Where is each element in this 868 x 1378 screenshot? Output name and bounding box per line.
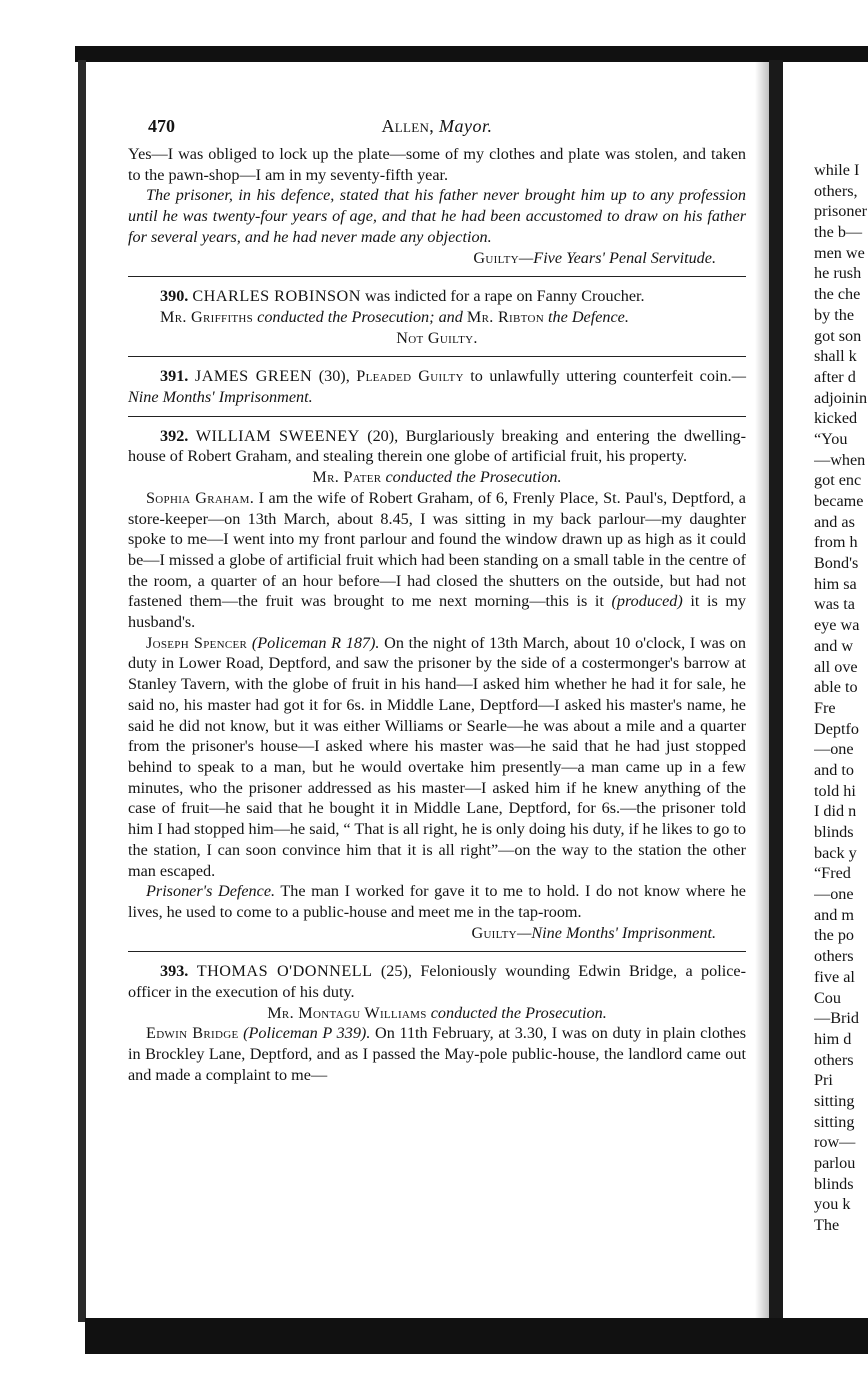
facing-page-line: was ta [814, 595, 855, 614]
facing-page-line: after d [814, 367, 856, 386]
counsel-line [128, 467, 746, 488]
verdict: Not Guilty. [396, 328, 478, 347]
witness-role: (Policeman P 339). [238, 1024, 371, 1043]
charge-text: (20), Burglariously breaking and entering the dwelling-house of Robert Graham, and stealing therein one globe of artificial fruit, his property. [128, 426, 747, 466]
facing-page-line: men we [814, 243, 865, 262]
witness-role: (Policeman R 187). [247, 633, 380, 652]
defendant-name: THOMAS O'DONNELL [196, 962, 373, 981]
charge-text: (25), Feloniously wounding Edwin Bridge, a police-officer in the execution of his duty. [128, 962, 746, 1002]
facing-page-line: the po [814, 926, 855, 945]
running-head-title: Mayor. [439, 116, 493, 136]
facing-page-line: sitting [814, 1112, 855, 1131]
facing-page-line: shall k [814, 347, 857, 366]
facing-page-line: became [814, 492, 864, 510]
witness-name: Sophia Graham. [146, 488, 255, 507]
defendant-name: CHARLES ROBINSON [192, 287, 361, 306]
facing-page-line: kicked [814, 409, 858, 428]
testimony-text: I am the wife of Robert Graham, of 6, Frenly Place, St. Paul's, Deptford, a store-keeper—on 13th March, about 8.45, I was sitting in my back parlour—my daughter spoke to me—I went into my front parlour and found the window drawn up as high as it could be—I missed a globe of artificial fruit which had been standing on a small table in the centre of the room, a quarter of an hour before—I had closed the shutters on the outside, but had not fastened them—the fruit was brought to me next morning—this is it [128, 488, 746, 611]
verdict-line [128, 923, 746, 944]
verdict-line [128, 328, 746, 349]
facing-page-line: —one [814, 885, 854, 904]
facing-page-line: and to [814, 760, 855, 779]
facing-page-line: “Fred [814, 864, 851, 883]
prosecution-counsel: Mr. Griffiths [160, 307, 254, 326]
facing-page-line: Cou [814, 988, 841, 1007]
facing-page-line: the che [814, 285, 861, 304]
case-number: 391. [160, 367, 189, 386]
facing-page-line: all ove [814, 657, 858, 676]
defendant-name: WILLIAM SWEENEY [195, 426, 360, 445]
counsel-line [128, 1003, 746, 1024]
facing-page-line: him sa [814, 574, 857, 593]
facing-page-line: from h [814, 533, 858, 552]
running-head-name: Allen, [381, 116, 434, 136]
facing-page-line: got enc [814, 471, 862, 490]
testimony-text: On 11th February, at 3.30, I was on duty in plain clothes in Brockley Lane, Deptford, and as I passed the May-pole public-house, the landlord came out and made a complaint to me— [128, 1024, 746, 1084]
facing-page-line: others [814, 1050, 854, 1069]
facing-page-line: Bond's [814, 554, 859, 573]
case-391 [128, 366, 746, 407]
facing-page-line: The [814, 1216, 840, 1235]
sentence: —Nine Months' Imprisonment. [128, 367, 746, 407]
case-number: 393. [160, 962, 189, 981]
facing-page-line: five al [814, 967, 855, 986]
witness-name: Joseph Spencer [146, 633, 248, 652]
facing-page-line: parlou [814, 1154, 856, 1172]
counsel-line [128, 307, 746, 328]
defence-text: The man I worked for gave it to me to hold. I do not know where he lives, he used to come to a public-house and meet me in the tap-room. [128, 882, 746, 921]
verdict-line [128, 248, 746, 269]
verdict: Guilty [473, 248, 519, 267]
section-divider [128, 276, 746, 277]
facing-page-line: Fre [814, 698, 836, 717]
facing-page-line: and w [814, 636, 854, 655]
book-gutter [769, 60, 783, 1322]
facing-page-line: by the [814, 305, 855, 324]
witness-testimony [128, 488, 746, 633]
case-390 [128, 286, 746, 348]
counsel-text: conducted the Prosecution. [381, 468, 562, 487]
facing-page-line: —Brid [814, 1009, 859, 1028]
facing-page-line: and m [814, 905, 855, 924]
section-divider [128, 356, 746, 357]
exhibit-note: (produced) [611, 592, 683, 611]
facing-page-line: others, [814, 181, 858, 200]
facing-page-line: adjoinin [814, 388, 868, 407]
gutter-shadow [755, 60, 769, 1322]
defence-counsel: Mr. Ribton [466, 307, 544, 326]
case-393 [128, 961, 746, 1085]
facing-page-line: Deptfo [814, 719, 859, 738]
witness-testimony [128, 1023, 746, 1085]
sentence: —Five Years' Penal Servitude. [518, 248, 716, 267]
charge-text: to unlawfully uttering counterfeit coin. [463, 367, 732, 386]
case-heading [128, 961, 746, 1002]
facing-page-line: blinds [814, 1174, 854, 1193]
scan-page-edge [78, 60, 86, 1322]
defence-label: Prisoner's Defence. [146, 882, 276, 901]
facing-page-line: back y [814, 843, 857, 862]
testimony-text: On the night of 13th March, about 10 o'clock, I was on duty in Lower Road, Deptford, and saw the prisoner by the side of a costermonger's barrow at Stanley Tavern, with the globe of fruit in his hand—I asked him whether he had it for sale, he said no, his master had got it for 6s. in Middle Lane, Deptford—I asked his master's name, he said he did not know, but it was either Williams or Searle—he was about a mile and a quarter from the prisoner's house—I asked where his master was—he said that he had just stopped behind to speak to a man, but he would overtake him presently—a man came up in a few minutes, who the prisoner addressed as his master—I asked him if he knew anything of the case of fruit—he said that he bought it in Middle Lane, Deptford, for 6s.—the prisoner told him I had stopped him—he said, “ That is all right, he is only doing his duty, if he likes to go to the station, I can soon convince him that it is all right”—on the way to the station the other man escaped. [128, 633, 746, 880]
facing-page-line: Pri [814, 1071, 833, 1090]
facing-page-line: and as [814, 512, 855, 531]
facing-page-line: —when [814, 450, 866, 469]
left-page [128, 110, 746, 1086]
section-divider [128, 416, 746, 417]
facing-page-line: while I [814, 161, 860, 179]
page-number: 470 [148, 116, 175, 136]
case-heading [128, 366, 746, 407]
defence-statement: The prisoner, in his defence, stated that his father never brought him up to any profession until he was twenty-four years of age, and that he had been accustomed to draw on his father for several years, and he had never made any objection. [128, 186, 746, 246]
verdict: Guilty [471, 923, 517, 942]
facing-page-line: row— [814, 1133, 856, 1152]
case-heading [128, 426, 746, 467]
facing-page-line: him d [814, 1029, 852, 1048]
witness-name: Edwin Bridge [146, 1024, 239, 1043]
facing-page-line: you k [814, 1195, 851, 1214]
testimony-text-end: it is my husband's. [128, 592, 747, 632]
defendant-name: JAMES GREEN [194, 367, 313, 386]
facing-page-line: sitting [814, 1091, 855, 1110]
sentence: —Nine Months' Imprisonment. [516, 923, 716, 942]
prisoner-defence [128, 881, 746, 922]
case-392 [128, 426, 746, 944]
facing-page-line: “You [814, 429, 848, 448]
scan-top-border [75, 46, 868, 62]
testimony-paragraph: Yes—I was obliged to lock up the plate—some of my clothes and plate was stolen, and taken to the pawn-shop—I am in my seventy-fifth year. [128, 145, 746, 184]
facing-page-line: I did n [814, 802, 857, 821]
facing-page-line: got son [814, 326, 862, 345]
facing-page-line: told hi [814, 781, 856, 800]
scan-bottom-border [85, 1318, 868, 1354]
facing-page-line: he rush [814, 264, 862, 283]
case-number: 390. [160, 287, 189, 306]
facing-page-fragments [814, 160, 868, 1236]
section-divider [128, 951, 746, 952]
facing-page-line: eye wa [814, 616, 860, 635]
case-number: 392. [160, 426, 189, 445]
facing-page-line: —one [814, 740, 854, 759]
facing-page-line: blinds [814, 823, 854, 841]
counsel-text-2: the Defence. [543, 307, 629, 326]
charge-text: was indicted for a rape on Fanny Croucher. [360, 287, 645, 306]
prosecution-counsel: Mr. Pater [312, 468, 382, 487]
facing-page-line: the b— [814, 223, 863, 242]
witness-testimony [128, 633, 746, 881]
page-header [128, 110, 746, 144]
prosecution-counsel: Mr. Montagu Williams [267, 1003, 427, 1022]
counsel-text: conducted the Prosecution; and [253, 307, 467, 326]
defendant-age: (30), [312, 367, 357, 386]
case-heading [128, 286, 746, 307]
counsel-text: conducted the Prosecution. [426, 1003, 607, 1022]
facing-page-line: others [814, 947, 854, 966]
facing-page-line: able to [814, 678, 858, 697]
running-head [128, 116, 746, 137]
plea: Pleaded Guilty [356, 367, 464, 386]
facing-page-line: prisoner [814, 202, 868, 221]
